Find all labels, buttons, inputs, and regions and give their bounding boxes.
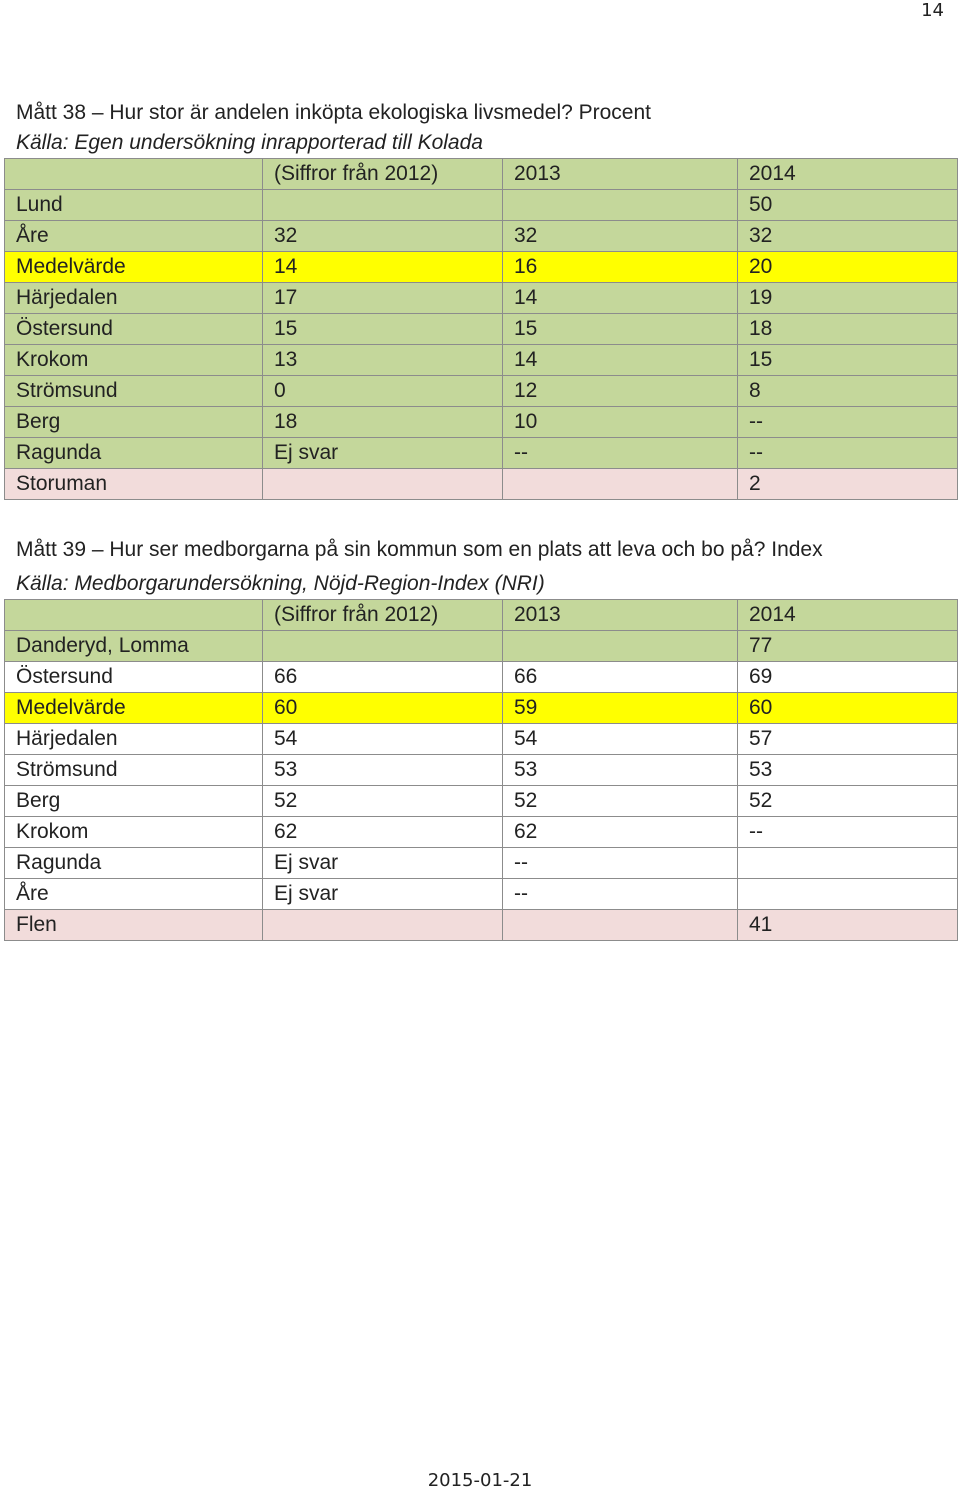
page-number: 14	[921, 0, 944, 21]
row-label-cell: Krokom	[5, 817, 263, 848]
value-cell: 12	[503, 376, 738, 407]
value-cell	[263, 190, 503, 221]
value-cell	[738, 848, 958, 879]
table-header-cell: 2013	[503, 600, 738, 631]
row-label-cell: Åre	[5, 879, 263, 910]
value-cell: 69	[738, 662, 958, 693]
table-header-cell: 2013	[503, 159, 738, 190]
table-header-cell: (Siffror från 2012)	[263, 600, 503, 631]
table-header-cell: 2014	[738, 600, 958, 631]
section-organic-food	[4, 98, 957, 500]
value-cell: 62	[263, 817, 503, 848]
row-label-cell: Medelvärde	[5, 693, 263, 724]
table-row	[5, 817, 958, 848]
row-label-cell: Flen	[5, 910, 263, 941]
row-label-cell: Östersund	[5, 662, 263, 693]
value-cell	[503, 469, 738, 500]
table-row	[5, 438, 958, 469]
table2-source: Källa: Medborgarundersökning, Nöjd-Region-Index (NRI)	[16, 572, 545, 595]
footer-date: 2015-01-21	[427, 1470, 533, 1491]
value-cell: 54	[263, 724, 503, 755]
value-cell: Ej svar	[263, 848, 503, 879]
row-label-cell: Storuman	[5, 469, 263, 500]
row-label-cell: Härjedalen	[5, 724, 263, 755]
value-cell: 14	[503, 345, 738, 376]
table-header-cell	[5, 159, 263, 190]
value-cell: --	[738, 407, 958, 438]
value-cell: 60	[738, 693, 958, 724]
citizen-index-table	[4, 599, 958, 941]
table-row	[5, 407, 958, 438]
table-row	[5, 848, 958, 879]
value-cell: --	[503, 879, 738, 910]
value-cell: 60	[263, 693, 503, 724]
row-label-cell: Strömsund	[5, 376, 263, 407]
value-cell: 62	[503, 817, 738, 848]
row-label-cell: Ragunda	[5, 438, 263, 469]
row-label-cell: Östersund	[5, 314, 263, 345]
table-row	[5, 469, 958, 500]
table-row	[5, 283, 958, 314]
table-header-cell: 2014	[738, 159, 958, 190]
value-cell: 50	[738, 190, 958, 221]
table-row	[5, 314, 958, 345]
value-cell: 18	[738, 314, 958, 345]
value-cell: 20	[738, 252, 958, 283]
table1-header-row	[5, 159, 958, 190]
value-cell: 14	[263, 252, 503, 283]
value-cell: 14	[503, 283, 738, 314]
value-cell	[263, 631, 503, 662]
table-header-cell: (Siffror från 2012)	[263, 159, 503, 190]
value-cell: 16	[503, 252, 738, 283]
value-cell: 52	[263, 786, 503, 817]
row-label-cell: Berg	[5, 407, 263, 438]
value-cell: --	[738, 438, 958, 469]
table-row	[5, 631, 958, 662]
row-label-cell: Krokom	[5, 345, 263, 376]
value-cell: 52	[738, 786, 958, 817]
value-cell: 66	[263, 662, 503, 693]
value-cell: --	[503, 438, 738, 469]
value-cell: 54	[503, 724, 738, 755]
section-citizen-index	[4, 535, 957, 941]
value-cell: 66	[503, 662, 738, 693]
table-row	[5, 755, 958, 786]
value-cell: 59	[503, 693, 738, 724]
value-cell: 15	[503, 314, 738, 345]
table2-heading: Mått 39 – Hur ser medborgarna på sin kommun som en plats att leva och bo på? Index	[16, 538, 823, 561]
value-cell: 10	[503, 407, 738, 438]
table-row	[5, 376, 958, 407]
value-cell	[503, 631, 738, 662]
value-cell: --	[738, 817, 958, 848]
value-cell	[738, 879, 958, 910]
value-cell: 15	[738, 345, 958, 376]
table-row	[5, 662, 958, 693]
value-cell: 53	[503, 755, 738, 786]
organic-food-table	[4, 158, 958, 500]
value-cell: 77	[738, 631, 958, 662]
value-cell	[263, 910, 503, 941]
row-label-cell: Medelvärde	[5, 252, 263, 283]
table-row	[5, 345, 958, 376]
value-cell: 53	[738, 755, 958, 786]
row-label-cell: Lund	[5, 190, 263, 221]
table-header-cell	[5, 600, 263, 631]
row-label-cell: Åre	[5, 221, 263, 252]
value-cell: --	[503, 848, 738, 879]
value-cell: 57	[738, 724, 958, 755]
value-cell: 2	[738, 469, 958, 500]
row-label-cell: Berg	[5, 786, 263, 817]
table-row	[5, 221, 958, 252]
table1-heading: Mått 38 – Hur stor är andelen inköpta ekologiska livsmedel? Procent	[16, 101, 652, 124]
table-row	[5, 786, 958, 817]
table-row	[5, 879, 958, 910]
value-cell: 17	[263, 283, 503, 314]
value-cell	[263, 469, 503, 500]
value-cell	[503, 910, 738, 941]
table2-header-row	[5, 600, 958, 631]
table-row	[5, 190, 958, 221]
value-cell: 41	[738, 910, 958, 941]
table1-source: Källa: Egen undersökning inrapporterad till Kolada	[16, 131, 483, 154]
value-cell: 53	[263, 755, 503, 786]
row-label-cell: Ragunda	[5, 848, 263, 879]
value-cell: 32	[503, 221, 738, 252]
table-row	[5, 693, 958, 724]
value-cell: Ej svar	[263, 438, 503, 469]
value-cell: 19	[738, 283, 958, 314]
value-cell: 52	[503, 786, 738, 817]
value-cell: 8	[738, 376, 958, 407]
table-row	[5, 910, 958, 941]
table-row	[5, 724, 958, 755]
value-cell: 15	[263, 314, 503, 345]
value-cell: 32	[263, 221, 503, 252]
row-label-cell: Strömsund	[5, 755, 263, 786]
row-label-cell: Danderyd, Lomma	[5, 631, 263, 662]
value-cell: Ej svar	[263, 879, 503, 910]
value-cell: 18	[263, 407, 503, 438]
value-cell: 13	[263, 345, 503, 376]
value-cell: 0	[263, 376, 503, 407]
table-row	[5, 252, 958, 283]
value-cell: 32	[738, 221, 958, 252]
row-label-cell: Härjedalen	[5, 283, 263, 314]
value-cell	[503, 190, 738, 221]
